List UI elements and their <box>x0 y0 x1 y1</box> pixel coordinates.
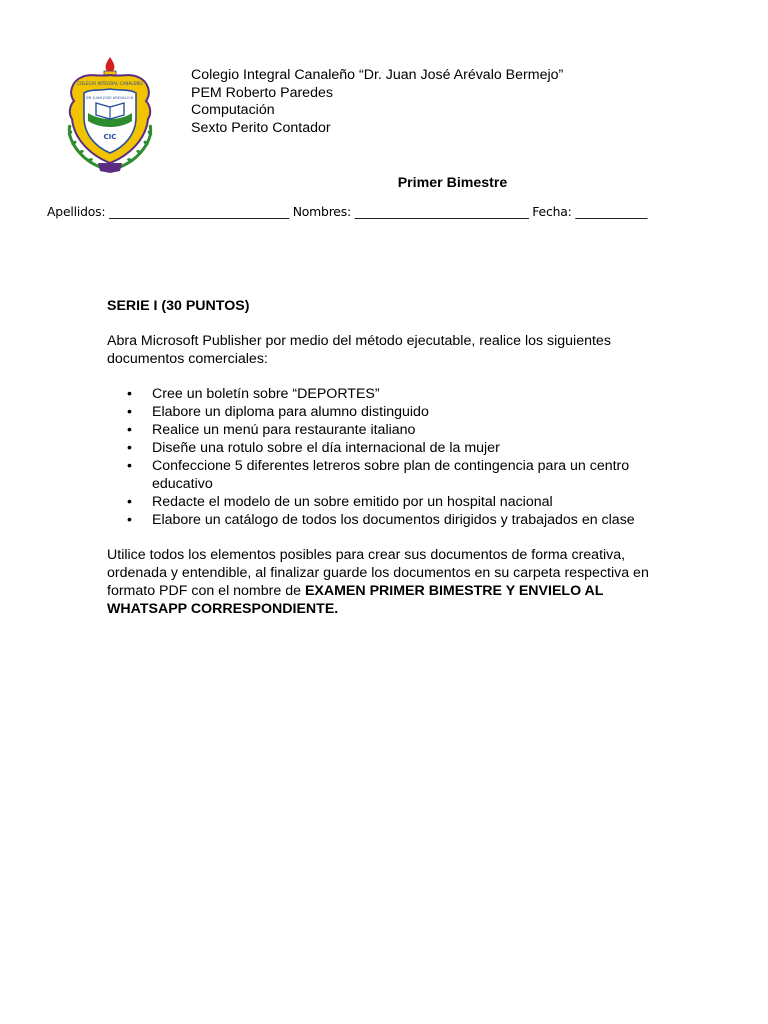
crest-motto-text: DR. JUAN JOSE AREVALO B. <box>85 96 135 100</box>
list-item <box>107 421 667 439</box>
bullet-icon: • <box>127 404 132 420</box>
list-item <box>107 511 667 529</box>
page-title: Primer Bimestre <box>397 175 508 191</box>
bullet-icon: • <box>127 386 132 402</box>
task-text: Cree un boletín sobre “DEPORTES” <box>152 386 380 402</box>
task-text: Confeccione 5 diferentes letreros sobre plan de contingencia para un centro educativo <box>152 458 630 492</box>
list-item <box>107 439 667 457</box>
bullet-icon: • <box>127 512 132 528</box>
school-name: Colegio Integral Canaleño “Dr. Juan José Arévalo Bermejo” <box>191 67 564 83</box>
school-header <box>191 67 563 137</box>
ribbon <box>98 163 122 173</box>
teacher-name: PEM Roberto Paredes <box>191 84 333 101</box>
bullet-icon: • <box>127 440 132 456</box>
task-text: Elabore un diploma para alumno distinguido <box>152 404 429 420</box>
list-item <box>107 457 667 493</box>
task-text: Redacte el modelo de un sobre emitido por un hospital nacional <box>152 494 553 510</box>
serie-heading: SERIE I (30 PUNTOS) <box>107 298 250 314</box>
school-crest-logo <box>60 55 160 177</box>
bullet-icon: • <box>127 422 132 438</box>
closing-bold-text: EXAMEN PRIMER BIMESTRE Y ENVIELO AL WHATSAPP CORRESPONDIENTE. <box>107 583 604 617</box>
student-fields-line: Apellidos: ______________________________ Nombres: _____________________________ Fecha: ____________ <box>47 204 648 219</box>
bullet-icon: • <box>127 458 132 474</box>
course-name: Computación <box>191 102 275 119</box>
serie-intro: Abra Microsoft Publisher por medio del método ejecutable, realice los siguientes documentos comerciales: <box>107 333 611 367</box>
exam-content <box>107 297 667 618</box>
torch-flame-icon <box>106 57 115 73</box>
list-item <box>107 493 667 511</box>
grade-name: Sexto Perito Contador <box>191 119 331 136</box>
closing-text: Utilice todos los elementos posibles para crear sus documentos de forma creativa, ordenada y entendible, al finalizar guarde los documentos en su carpeta respectiva en formato PDF con el nombre de <box>107 547 649 599</box>
task-list <box>107 385 667 529</box>
crest-initials: CIC <box>103 133 117 141</box>
crest-ring-text: COLEGIO INTEGRAL CANALEÑO <box>77 81 143 86</box>
task-text: Realice un menú para restaurante italiano <box>152 422 416 438</box>
list-item <box>107 385 667 403</box>
task-text: Elabore un catálogo de todos los documentos dirigidos y trabajados en clase <box>152 512 635 528</box>
bullet-icon: • <box>127 494 132 510</box>
list-item <box>107 403 667 421</box>
task-text: Diseñe una rotulo sobre el día internacional de la mujer <box>152 440 500 456</box>
closing-paragraph <box>107 546 667 618</box>
